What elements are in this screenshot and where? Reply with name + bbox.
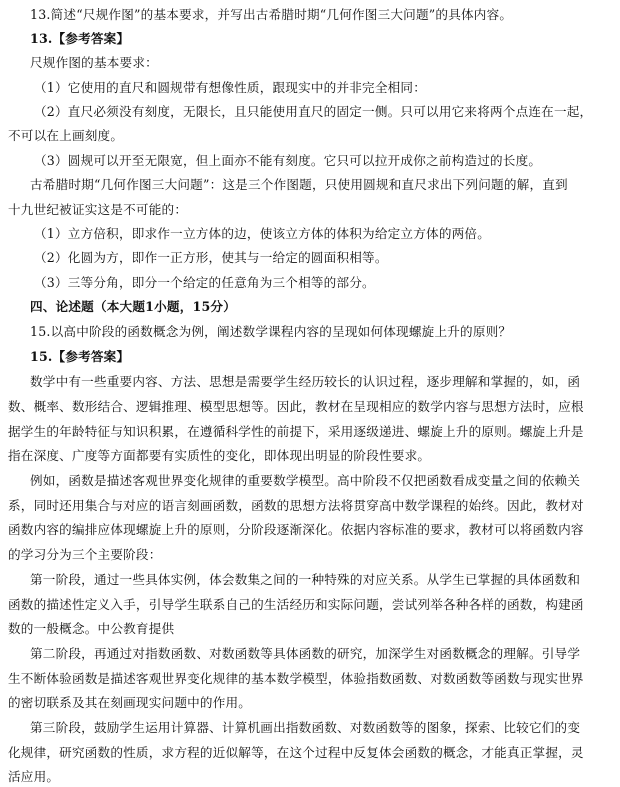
- paragraph-line: 函数内容的编排应体现螺旋上升的原则，分阶段逐渐深化。依据内容标准的要求，教材可以将函数内容: [8, 522, 584, 537]
- paragraph-line: 数学中有一些重要内容、方法、思想是需要学生经历较长的认识过程，逐步理解和掌握的，如，函: [30, 374, 581, 389]
- paragraph-line: （1）它使用的直尺和圆规带有想像性质，跟现实中的并非完全相同：: [34, 80, 427, 95]
- paragraph-line: 的学习分为三个主要阶段：: [8, 547, 162, 562]
- paragraph-line: 古希腊时期“几何作图三大问题”：这是三个作图题，只使用圆规和直尺求出下列问题的解，直到: [30, 177, 568, 192]
- paragraph-line: 数的一般概念。中公教育提供: [8, 621, 175, 636]
- paragraph-line: 十九世纪被证实这是不可能的：: [8, 202, 188, 217]
- paragraph-line: 尺规作图的基本要求：: [30, 55, 158, 70]
- paragraph-line: （3）三等分角，即分一个给定的任意角为三个相等的部分。: [34, 275, 375, 290]
- paragraph-line: 指在深度、广度等方面都要有实质性的变化，即体现出明显的阶段性要求。: [8, 448, 431, 463]
- paragraph-line: （3）圆规可以开至无限宽，但上面亦不能有刻度。它只可以拉开成你之前构造过的长度。: [34, 153, 542, 168]
- paragraph-line: 第三阶段，鼓励学生运用计算器、计算机画出指数函数、对数函数等的图象，探索、比较它们的变: [30, 720, 581, 735]
- paragraph-line: 例如，函数是描述客观世界变化规律的重要数学模型。高中阶段不仅把函数看成变量之间的依赖关: [30, 473, 581, 488]
- paragraph-line: 的密切联系及其在刻画现实问题中的作用。: [8, 695, 252, 710]
- paragraph-line: 不可以在上画刻度。: [8, 128, 124, 143]
- paragraph-line: 数、概率、数形结合、逻辑推理、模型思想等。因此，教材在呈现相应的数学内容与思想方法时，应根: [8, 399, 584, 414]
- paragraph-line: 生不断体验函数是描述客观世界变化规律的基本数学模型，体验指数函数、对数函数等函数与现实世界: [8, 671, 584, 686]
- paragraph-line: 系，同时还用集合与对应的语言刻画函数，函数的思想方法将贯穿高中数学课程的始终。因此，教材对: [8, 498, 584, 513]
- paragraph-line: 函数的描述性定义入手，引导学生联系自己的生活经历和实际问题，尝试列举各种各样的函数，构建函: [8, 597, 584, 612]
- question-15: 15.以高中阶段的函数概念为例，阐述数学课程内容的呈现如何体现螺旋上升的原则？: [30, 324, 512, 339]
- paragraph-line: 据学生的年龄特征与知识积累，在遵循科学性的前提下，采用逐级递进、螺旋上升的原则。螺旋上升是: [8, 424, 584, 439]
- answer-13-heading: 13.【参考答案】: [30, 31, 130, 46]
- paragraph-line: （2）直尺必须没有刻度，无限长，且只能使用直尺的固定一侧。只可以用它来将两个点连在一起，: [34, 104, 593, 119]
- section-heading: 四、论述题（本大题1小题，15分）: [30, 299, 237, 314]
- paragraph-line: 第一阶段，通过一些具体实例，体会数集之间的一种特殊的对应关系。从学生已掌握的具体函数和: [30, 572, 581, 587]
- question-13: 13.简述“尺规作图”的基本要求，并写出古希腊时期“几何作图三大问题”的具体内容。: [30, 7, 513, 22]
- paragraph-line: 第二阶段，再通过对指数函数、对数函数等具体函数的研究，加深学生对函数概念的理解。引导学: [30, 646, 581, 661]
- paragraph-line: 化规律，研究函数的性质，求方程的近似解等，在这个过程中反复体会函数的概念，才能真正掌握，灵: [8, 745, 584, 760]
- paragraph-line: 活应用。: [8, 769, 60, 784]
- answer-15-heading: 15.【参考答案】: [30, 349, 130, 364]
- paragraph-line: （2）化圆为方，即作一正方形，使其与一给定的圆面积相等。: [34, 250, 388, 265]
- paragraph-line: （1）立方倍积，即求作一立方体的边，使该立方体的体积为给定立方体的两倍。: [34, 226, 490, 241]
